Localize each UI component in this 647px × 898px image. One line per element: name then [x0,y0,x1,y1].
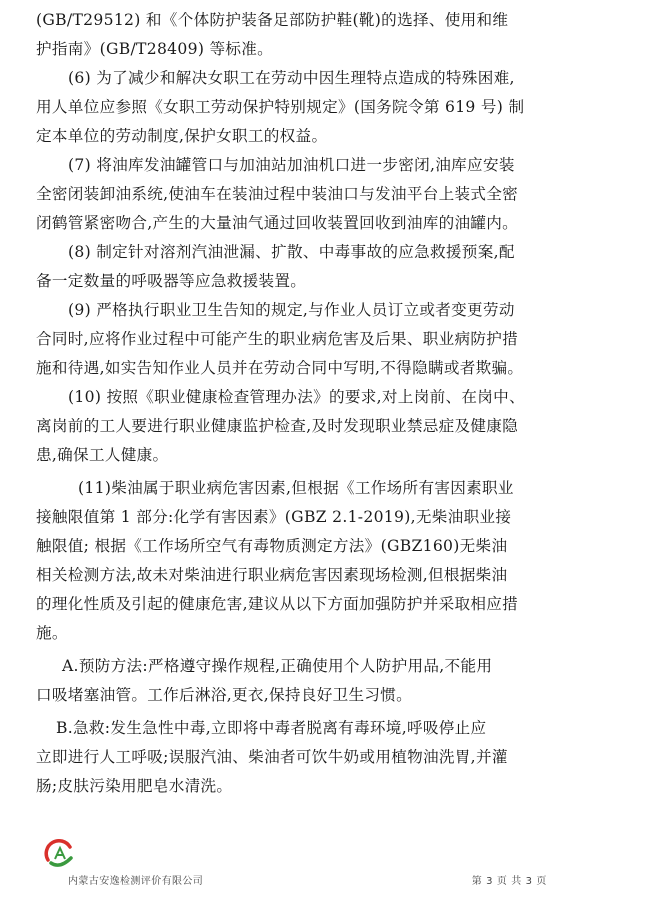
prevention-line: A.预防方法:严格遵守操作规程,正确使用个人防护用品,不能用 [62,657,493,675]
text-line: 的理化性质及引起的健康危害,建议从以下方面加强防护并采取相应措 [36,595,519,613]
first-aid-line: B.急救:发生急性中毒,立即将中毒者脱离有毒环境,呼吸停止应 [56,719,487,737]
company-logo-icon [44,838,76,870]
text-line: 闭鹤管紧密吻合,产生的大量油气通过回收装置回收到油库的油罐内。 [36,214,519,232]
document-body [36,6,608,801]
text-line: 立即进行人工呼吸;误服汽油、柴油者可饮牛奶或用植物油洗胃,并灌 [36,748,508,766]
text-line: 口吸堵塞油管。工作后淋浴,更衣,保持良好卫生习惯。 [36,686,413,704]
text-line: 护指南》(GB/T28409) 等标准。 [36,40,274,58]
text-line: 接触限值第 1 部分:化学有害因素》(GBZ 2.1-2019),无柴油职业接 [36,508,512,526]
paragraph-10-line: (10) 按照《职业健康检查管理办法》的要求,对上岗前、在岗中、 [68,388,525,406]
page-number: 第 3 页 共 3 页 [471,876,547,887]
text-line: 施和待遇,如实告知作业人员并在劳动合同中写明,不得隐瞒或者欺骗。 [36,359,524,377]
paragraph-6-line: (6) 为了减少和解决女职工在劳动中因生理特点造成的特殊困难, [68,69,515,87]
paragraph-9-line: (9) 严格执行职业卫生告知的规定,与作业人员订立或者变更劳动 [68,301,515,319]
text-line: (GB/T29512) 和《个体防护装备足部防护鞋(靴)的选择、使用和维 [36,11,509,29]
company-name: 内蒙古安逸检测评价有限公司 [68,876,204,887]
page-footer [0,838,647,894]
paragraph-7-line: (7) 将油库发油罐管口与加油站加油机口进一步密闭,油库应安装 [68,156,515,174]
text-line: 肠;皮肤污染用肥皂水清洗。 [36,777,233,795]
paragraph-8-line: (8) 制定针对溶剂汽油泄漏、扩散、中毒事故的应急救援预案,配 [68,243,515,261]
text-line: 用人单位应参照《女职工劳动保护特别规定》(国务院令第 619 号) 制 [36,98,525,116]
text-line: 触限值; 根据《工作场所空气有毒物质测定方法》(GBZ160)无柴油 [36,537,508,555]
text-line: 合同时,应将作业过程中可能产生的职业病危害及后果、职业病防护措 [36,330,519,348]
text-line: 相关检测方法,故未对柴油进行职业病危害因素现场检测,但根据柴油 [36,566,508,584]
paragraph-11-line: (11)柴油属于职业病危害因素,但根据《工作场所有害因素职业 [78,479,514,497]
text-line: 离岗前的工人要进行职业健康监护检查,及时发现职业禁忌症及健康隐 [36,417,519,435]
text-line: 定本单位的劳动制度,保护女职工的权益。 [36,127,328,145]
text-line: 患,确保工人健康。 [36,446,169,464]
text-line: 备一定数量的呼吸器等应急救援装置。 [36,272,307,290]
text-line: 施。 [36,624,68,642]
text-line: 全密闭装卸油系统,使油车在装油过程中装油口与发油平台上装式全密 [36,185,519,203]
